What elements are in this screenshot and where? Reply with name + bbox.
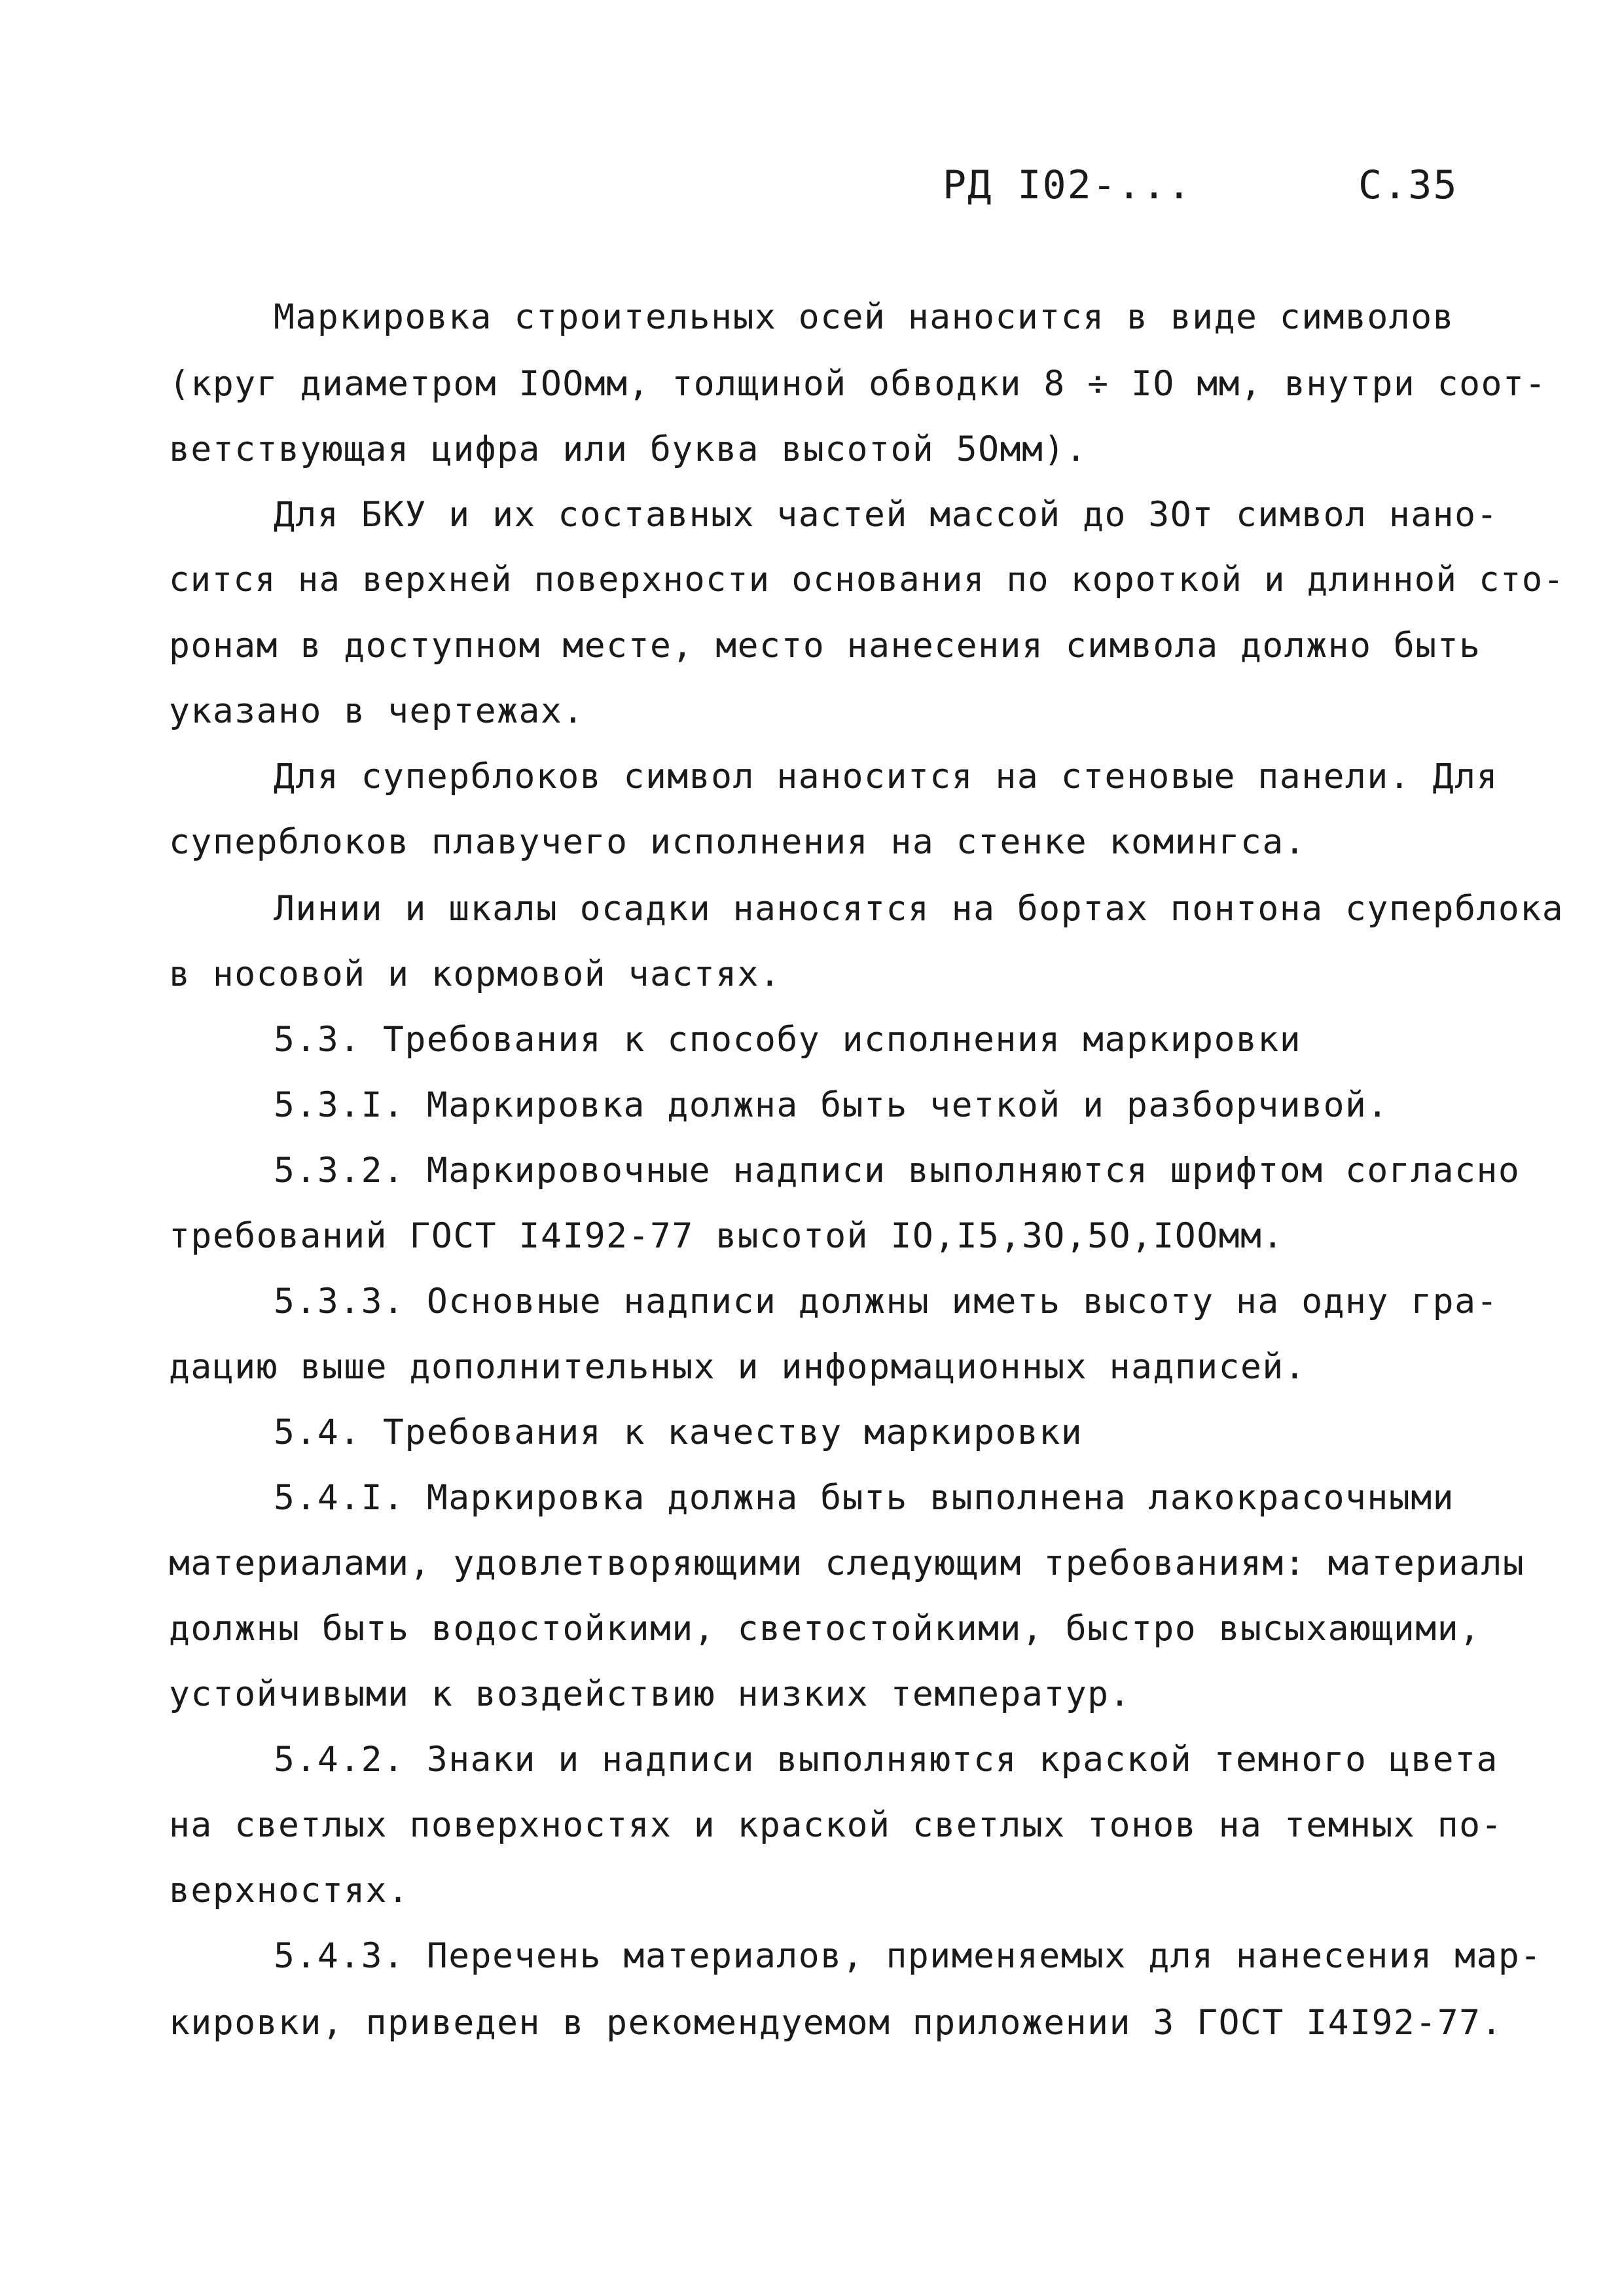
text-line: требований ГОСТ I4I92-77 высотой IO,I5,3O,5O,IOOмм. — [169, 1216, 1284, 1256]
text-line: указано в чертежах. — [169, 691, 585, 731]
text-line: должны быть водостойкими, светостойкими, быстро высыхающими, — [169, 1609, 1481, 1649]
text-line: (круг диаметром IOOмм, толщиной обводки 8 ÷ IO мм, внутри соот- — [169, 364, 1547, 404]
section-heading: 5.3. Требования к способу исполнения маркировки — [274, 1020, 1302, 1060]
text-line: 5.3.2. Маркировочные надписи выполняются шрифтом согласно — [274, 1151, 1521, 1191]
section-heading: 5.4. Требования к качеству маркировки — [274, 1412, 1083, 1452]
text-line: ветствующая цифра или буква высотой 5Oмм). — [169, 429, 1088, 469]
text-line: 5.3.I. Маркировка должна быть четкой и разборчивой. — [274, 1085, 1389, 1125]
text-line: Для суперблоков символ наносится на стеновые панели. Для — [274, 757, 1498, 797]
text-line: 5.4.I. Маркировка должна быть выполнена лакокрасочными — [274, 1478, 1455, 1518]
text-line: Маркировка строительных осей наносится в виде символов — [274, 297, 1455, 337]
text-line: в носовой и кормовой частях. — [169, 954, 782, 994]
text-line: 5.3.3. Основные надписи должны иметь высоту на одну гра- — [274, 1282, 1498, 1321]
text-line: ронам в доступном месте, место нанесения символа должно быть — [169, 626, 1481, 666]
page-number: С.35 — [1358, 162, 1458, 208]
text-line: 5.4.3. Перечень материалов, применяемых для нанесения мар- — [274, 1936, 1542, 1976]
text-line: Для БКУ и их составных частей массой до 3Oт символ нано- — [274, 495, 1498, 535]
text-line: материалами, удовлетворяющими следующим требованиям: материалы — [169, 1543, 1525, 1583]
text-line: 5.4.2. Знаки и надписи выполняются краской темного цвета — [274, 1740, 1498, 1780]
text-line: верхностях. — [169, 1871, 410, 1910]
text-line: устойчивыми к воздействию низких температур. — [169, 1674, 1131, 1714]
text-line: Линии и шкалы осадки наносятся на бортах понтона суперблока — [274, 889, 1564, 929]
document-code: РД I02-... — [943, 162, 1193, 208]
text-line: суперблоков плавучего исполнения на стенке комингса. — [169, 822, 1307, 862]
text-line: на светлых поверхностях и краской светлых тонов на темных по- — [169, 1805, 1503, 1845]
text-line: дацию выше дополнительных и информационных надписей. — [169, 1347, 1307, 1387]
text-line: кировки, приведен в рекомендуемом приложении 3 ГОСТ I4I92-77. — [169, 2003, 1503, 2043]
text-line: сится на верхней поверхности основания по короткой и длинной сто- — [169, 560, 1565, 600]
